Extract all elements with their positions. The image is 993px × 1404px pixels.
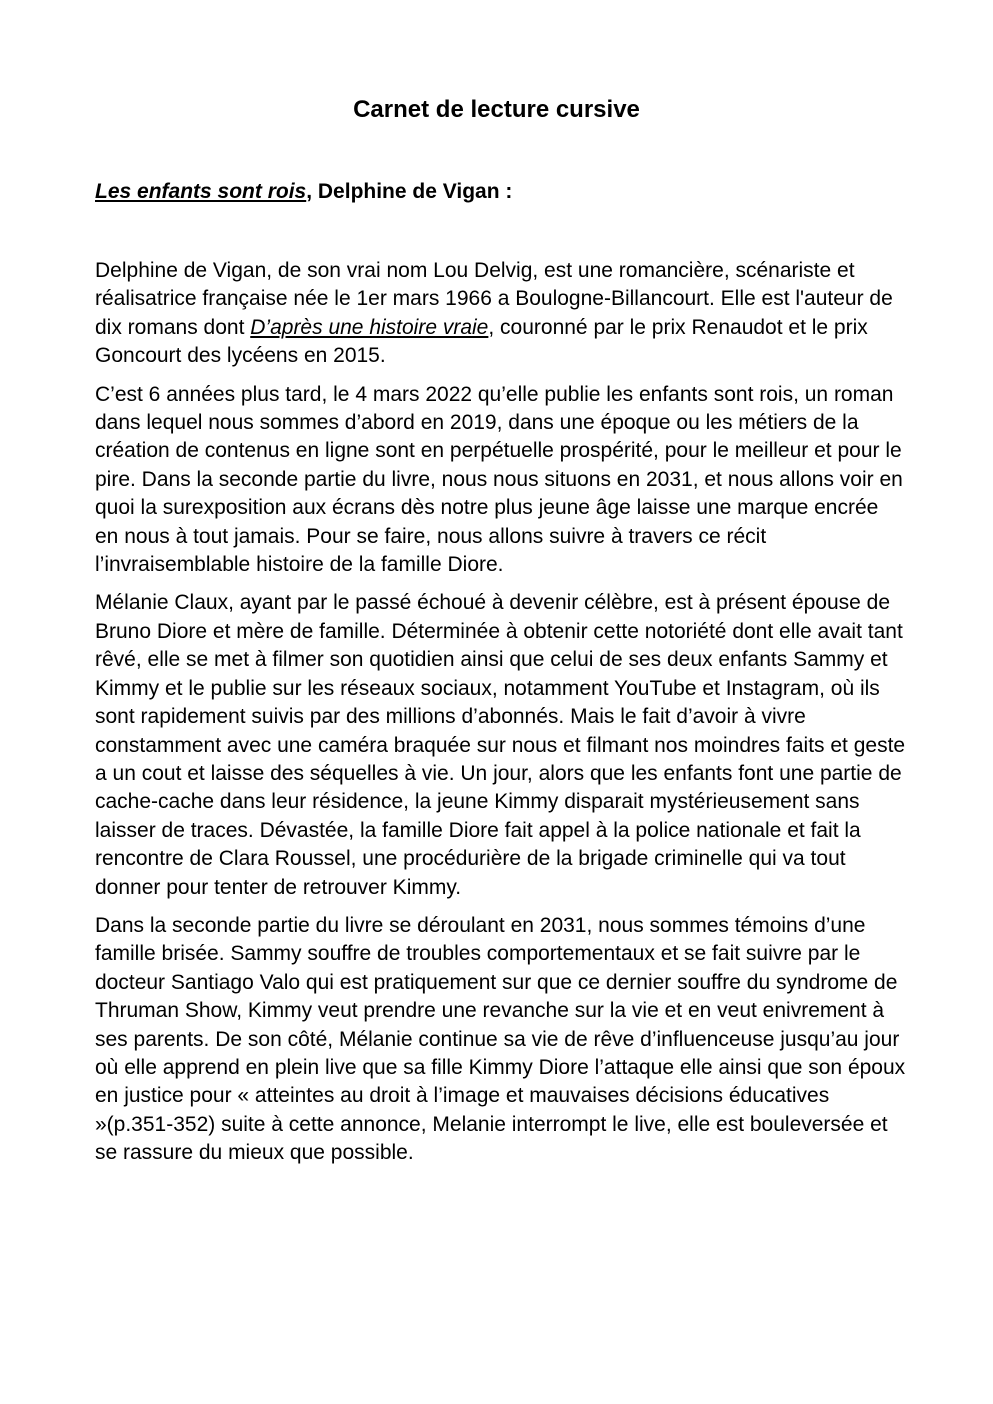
document-subtitle (95, 177, 905, 207)
paragraph-publication: C’est 6 années plus tard, le 4 mars 2022 qu’elle publie les enfants sont rois, un roman dans lequel nous sommes d’abord en 2019, dans une époque ou les métiers de la création de contenus en ligne sont en perpétuelle prospérité, pour le meilleur et pour le pire. Dans la seconde partie du livre, nous nous situons en 2031, et nous allons voir en quoi la surexposition aux écrans dès notre plus jeune âge laisse une marque encrée en nous à tout jamais. Pour se faire, nous allons suivre à travers ce récit l’invraisemblable histoire de la famille Diore. (95, 382, 903, 577)
document-body (95, 257, 907, 1178)
book-title: Les enfants sont rois (95, 180, 307, 203)
paragraph-summary-part-one: Mélanie Claux, ayant par le passé échoué à devenir célèbre, est à présent épouse de Bruno Diore et mère de famille. Déterminée à obtenir cette notoriété dont elle avait tant rêvé, elle se met à filmer son quotidien ainsi que celui de ses deux enfants Sammy et Kimmy et le publie sur les réseaux sociaux, notamment YouTube et Instagram, où ils sont rapidement suivis par des millions d’abonnés. Mais le fait d’avoir à vivre constamment avec une caméra braquée sur nous et filmant nos moindres faits et geste a un cout et laisse des séquelles à vie. Un jour, alors que les enfants font une partie de cache-cache dans leur résidence, la jeune Kimmy disparait mystérieusement sans laisser de traces. Dévastée, la famille Diore fait appel à la police nationale et fait la rencontre de Clara Roussel, une procédurière de la brigade criminelle qui va tout donner pour tenter de retrouver Kimmy. (95, 591, 906, 899)
document-title: Carnet de lecture cursive (353, 96, 640, 123)
paragraph-author-bio-end: , couronné par le prix Renaudot et le prix Goncourt des lycéens en 2015. (95, 315, 868, 368)
paragraph-author-bio (95, 257, 907, 371)
referenced-book-title: D’après une histoire vraie (250, 315, 489, 339)
paragraph-summary-part-two: Dans la seconde partie du livre se déroulant en 2031, nous sommes témoins d’une famille brisée. Sammy souffre de troubles comportementaux et se fait suivre par le docteur Santiago Valo qui est pratiquement sur que ce dernier souffre du syndrome de Thruman Show, Kimmy veut prendre une revanche sur la vie et en veut enivrement à ses parents. De son côté, Mélanie continue sa vie de rêve d’influenceuse jusqu’au jour où elle apprend en plein live que sa fille Kimmy Diore l’attaque elle ainsi que son époux en justice pour « atteintes au droit à l’image et mauvaises décisions éducatives »(p.351-352) suite à cette annonce, Melanie interrompt le live, elle est bouleversée et se rassure du mieux que possible. (95, 913, 906, 1165)
subtitle-author: , Delphine de Vigan : (306, 180, 513, 203)
paragraph-author-bio-start: Delphine de Vigan, de son vrai nom Lou Delvig, est une romancière, scénariste et réalisatrice française née le 1er mars 1966 a Boulogne-Billancourt. Elle est l'auteur de dix romans dont (95, 259, 893, 339)
